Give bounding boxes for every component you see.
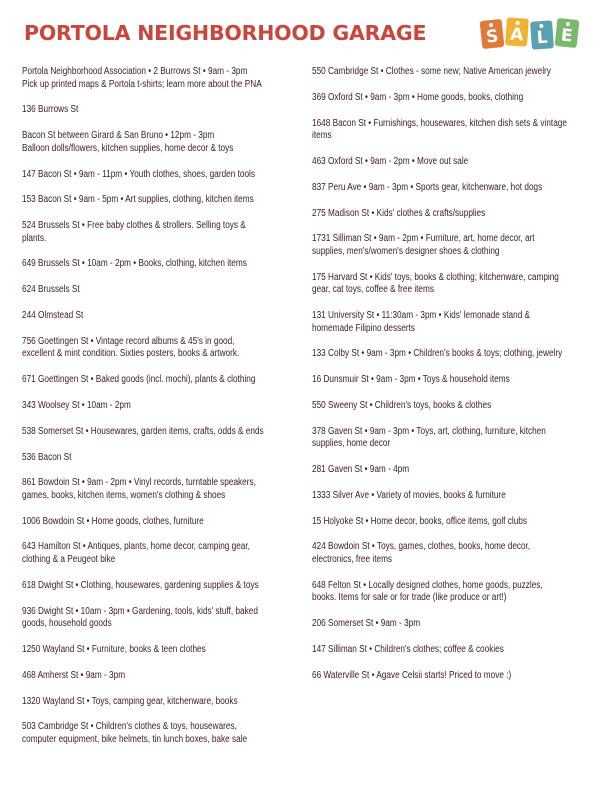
listing-line: 424 Bowdoin St • Toys, games, clothes, books, home decor, [312, 541, 531, 553]
listing-line: 643 Hamilton St • Antiques, plants, home decor, camping gear, [22, 541, 250, 553]
listing-line: 1333 Silver Ave • Variety of movies, books & furniture [312, 489, 506, 501]
listing-entry [312, 644, 592, 657]
listing-entry [312, 233, 592, 258]
listing-entry [312, 374, 592, 387]
listing-line: computer equipment, bike helmets, tin lunch boxes, bake sale [22, 733, 248, 745]
listing-line: 153 Bacon St • 9am - 5pm • Art supplies, clothing, kitchen items [22, 194, 254, 206]
listing-entry [312, 66, 592, 79]
listing-line: 550 Sweeny St • Children's toys, books & clothes [312, 399, 492, 411]
listing-line: 618 Dwight St • Clothing, housewares, gardening supplies & toys [22, 579, 259, 591]
listing-entry [22, 606, 297, 631]
listing-entry [312, 541, 592, 566]
listing-entry [22, 452, 297, 465]
listing-line: 1320 Wayland St • Toys, camping gear, kitchenware, books [22, 695, 238, 707]
sale-tag-a [505, 17, 529, 46]
listing-entry [22, 104, 297, 117]
listing-entry [22, 580, 297, 593]
listing-line: 147 Silliman St • Children's clothes; coffee & cookies [312, 644, 504, 655]
listing-entry [22, 220, 297, 245]
listing-line: 671 Goettingen St • Baked goods (incl. mochi), plants & clothing [22, 374, 256, 386]
page-title: PORTOLA NEIGHBORHOOD GARAGE [24, 21, 427, 45]
listing-line: 275 Madison St • Kids' clothes & crafts/supplies [312, 207, 486, 219]
listing-entry [22, 644, 297, 657]
listing-line: excellent & mint condition. Sixties posters, books & artwork. [22, 348, 240, 360]
listing-line: Bacon St between Girard & San Bruno • 12pm - 3pm [22, 130, 215, 142]
listing-entry [312, 92, 592, 105]
listing-line: homemade Filipino desserts [312, 322, 415, 334]
listing-line: 1648 Bacon St • Furnishings, housewares, kitchen dish sets & vintage [312, 117, 567, 129]
listing-line: 244 Olmstead St [22, 310, 84, 322]
listing-entry [22, 66, 297, 91]
listing-line: Balloon dolls/flowers, kitchen supplies, home decor & toys [22, 142, 234, 154]
listing-line: supplies, men's/women's designer shoes & clothing [312, 245, 500, 257]
listing-entry [22, 400, 297, 413]
listing-line: goods, household goods [22, 618, 112, 630]
listing-line: 133 Colby St • 9am - 3pm • Children's books & toys; clothing, jewelry [312, 348, 563, 360]
listing-line: plants. [22, 232, 47, 244]
listing-entry [22, 696, 297, 709]
listing-entry [312, 580, 592, 605]
listing-entry [22, 130, 297, 155]
listing-entry [22, 284, 297, 297]
listing-line: 1250 Wayland St • Furniture, books & teen clothes [22, 644, 206, 655]
listing-entry [312, 310, 592, 335]
listing-line: Portola Neighborhood Association • 2 Burrows St • 9am - 3pm [22, 66, 248, 77]
listing-line: clothing & a Peugeot bike [22, 554, 116, 566]
sale-tag-e [555, 18, 580, 48]
listing-line: 147 Bacon St • 9am - 11pm • Youth clothes, shoes, garden tools [22, 168, 255, 180]
listing-line: 524 Brussels St • Free baby clothes & strollers. Selling toys & [22, 220, 246, 232]
sale-tag-letter: S [485, 26, 500, 48]
listing-entry [22, 336, 297, 361]
listing-line: 624 Brussels St [22, 284, 80, 296]
listing-line: 16 Dunsmuir St • 9am - 3pm • Toys & household items [312, 374, 510, 386]
listing-entry [312, 516, 592, 529]
listing-entry [22, 541, 297, 566]
listing-line: 463 Oxford St • 9am - 2pm • Move out sale [312, 155, 469, 167]
listing-entry [22, 374, 297, 387]
listing-line: 648 Felton St • Locally designed clothes, home goods, puzzles, [312, 579, 543, 591]
listing-entry [22, 194, 297, 207]
listing-entry [312, 182, 592, 195]
listing-line: Pick up printed maps & Portola t-shirts; learn more about the PNA [22, 78, 262, 90]
listing-line: 550 Cambridge St • Clothes - some new; Native American jewelry [312, 66, 551, 77]
listing-line: games, books, kitchen items, women's clothing & shoes [22, 489, 226, 501]
listings-right-column [312, 66, 592, 696]
listing-entry [22, 310, 297, 323]
listing-line: 281 Gaven St • 9am - 4pm [312, 464, 410, 476]
sale-tag-letter: E [559, 25, 574, 47]
listing-line: 1731 Silliman St • 9am - 2pm • Furniture, art, home decor, art [312, 233, 535, 245]
listing-entry [312, 464, 592, 477]
listing-line: 1006 Bowdoin St • Home goods, clothes, furniture [22, 515, 204, 527]
listing-line: books. Items for sale or for trade (like produce or art!) [312, 592, 507, 604]
listing-line: gear, cat toys, coffee & free items [312, 284, 434, 296]
listing-line: 15 Holyoke St • Home decor, books, office items, golf clubs [312, 515, 527, 527]
listing-entry [312, 272, 592, 297]
listing-entry [22, 721, 297, 746]
listings-left-column [22, 66, 297, 760]
listing-line: 66 Waterville St • Agave Celsii starts! Priced to move :) [312, 669, 512, 681]
listing-line: 131 University St • 11:30am - 3pm • Kids' lemonade stand & [312, 310, 531, 322]
listing-line: electronics, free items [312, 554, 393, 566]
sale-tag-l [530, 20, 554, 49]
listing-entry [22, 258, 297, 271]
listing-entry [312, 426, 592, 451]
listing-line: 536 Bacon St [22, 451, 72, 463]
listing-line: 206 Somerset St • 9am - 3pm [312, 618, 421, 630]
listing-line: 378 Gaven St • 9am - 3pm • Toys, art, clothing, furniture, kitchen [312, 425, 546, 437]
listing-entry [312, 156, 592, 169]
listing-line: 538 Somerset St • Housewares, garden items, crafts, odds & ends [22, 425, 264, 437]
listing-entry [22, 169, 297, 182]
listing-entry [312, 670, 592, 683]
listing-entry [312, 490, 592, 503]
listing-entry [312, 618, 592, 631]
listing-line: 861 Bowdoin St • 9am - 2pm • Vinyl records, turntable speakers, [22, 477, 256, 489]
listing-line: items [312, 130, 332, 142]
sale-tag-letter: L [536, 27, 549, 49]
listing-entry [312, 118, 592, 143]
sale-tag-letter: A [509, 24, 525, 46]
listing-line: 175 Harvard St • Kids' toys, books & clothing; kitchenware, camping [312, 271, 559, 283]
listing-line: 649 Brussels St • 10am - 2pm • Books, clothing, kitchen items [22, 258, 247, 270]
listing-line: 468 Amherst St • 9am - 3pm [22, 669, 126, 681]
header [24, 14, 584, 54]
listing-line: 756 Goettingen St • Vintage record albums & 45's in good, [22, 335, 235, 347]
listing-line: 343 Woolsey St • 10am - 2pm [22, 399, 131, 411]
listing-line: 136 Burrows St [22, 104, 79, 116]
sale-tag-s [480, 19, 505, 49]
listing-entry [312, 348, 592, 361]
listing-line: supplies, home decor [312, 438, 391, 450]
sale-tags-logo [479, 14, 589, 52]
listing-line: 936 Dwight St • 10am - 3pm • Gardening, tools, kids' stuff, baked [22, 605, 258, 617]
listing-entry [22, 477, 297, 502]
listing-line: 503 Cambridge St • Children's clothes & toys, housewares, [22, 721, 237, 733]
listing-entry [22, 426, 297, 439]
listing-line: 369 Oxford St • 9am - 3pm • Home goods, books, clothing [312, 91, 524, 103]
listing-entry [22, 670, 297, 683]
listing-entry [312, 400, 592, 413]
listing-entry [22, 516, 297, 529]
listing-line: 837 Peru Ave • 9am - 3pm • Sports gear, kitchenware, hot dogs [312, 181, 543, 193]
listing-entry [312, 208, 592, 221]
